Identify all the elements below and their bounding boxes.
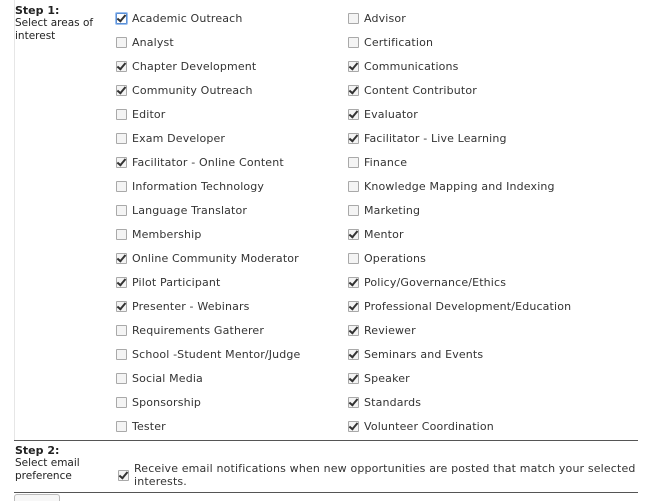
- interest-label: Academic Outreach: [132, 11, 243, 25]
- interest-option-certification[interactable]: [348, 30, 571, 54]
- interest-option-pilot-participant[interactable]: [116, 270, 300, 294]
- interest-option-reviewer[interactable]: [348, 318, 571, 342]
- interest-label: Speaker: [364, 371, 410, 385]
- interest-label: Chapter Development: [132, 59, 257, 73]
- bottom-divider: [14, 492, 638, 493]
- interest-label: Tester: [132, 419, 166, 433]
- interest-label: Reviewer: [364, 323, 416, 337]
- interest-option-seminars-and-events[interactable]: [348, 342, 571, 366]
- interest-label: Seminars and Events: [364, 347, 484, 361]
- interest-option-academic-outreach[interactable]: [116, 6, 300, 30]
- interest-label: Community Outreach: [132, 83, 253, 97]
- interest-label: Social Media: [132, 371, 203, 385]
- interest-option-evaluator[interactable]: [348, 102, 571, 126]
- step1-heading: [15, 4, 105, 43]
- interest-option-language-translator[interactable]: [116, 198, 300, 222]
- interest-option-requirements-gatherer[interactable]: [116, 318, 300, 342]
- checkbox-professional-development-education[interactable]: [348, 301, 359, 312]
- interest-label: Volunteer Coordination: [364, 419, 494, 433]
- checkbox-requirements-gatherer[interactable]: [116, 325, 127, 336]
- interest-label: Exam Developer: [132, 131, 226, 145]
- interest-option-speaker[interactable]: [348, 366, 571, 390]
- interest-option-exam-developer[interactable]: [116, 126, 300, 150]
- interest-label: Content Contributor: [364, 83, 477, 97]
- checkbox-social-media[interactable]: [116, 373, 127, 384]
- interest-option-analyst[interactable]: [116, 30, 300, 54]
- checkbox-facilitator-live-learning[interactable]: [348, 133, 359, 144]
- interest-label: Knowledge Mapping and Indexing: [364, 179, 555, 193]
- step2-heading: [15, 444, 105, 483]
- interest-label: Analyst: [132, 35, 174, 49]
- interest-label: Evaluator: [364, 107, 418, 121]
- interest-label: Operations: [364, 251, 426, 265]
- interest-option-volunteer-coordination[interactable]: [348, 414, 571, 438]
- interest-option-content-contributor[interactable]: [348, 78, 571, 102]
- email-notifications-label: Receive email notifications when new opportunities are posted that match your selected interests.: [134, 462, 636, 488]
- interest-label: Professional Development/Education: [364, 299, 572, 313]
- interest-label: Marketing: [364, 203, 421, 217]
- email-notifications-checkbox[interactable]: [118, 470, 129, 481]
- interest-option-knowledge-mapping-and-indexing[interactable]: [348, 174, 571, 198]
- checkbox-sponsorship[interactable]: [116, 397, 127, 408]
- checkbox-volunteer-coordination[interactable]: [348, 421, 359, 432]
- checkbox-operations[interactable]: [348, 253, 359, 264]
- interest-option-marketing[interactable]: [348, 198, 571, 222]
- checkbox-finance[interactable]: [348, 157, 359, 168]
- checkbox-speaker[interactable]: [348, 373, 359, 384]
- checkbox-knowledge-mapping-and-indexing[interactable]: [348, 181, 359, 192]
- interest-column-left: [116, 6, 300, 438]
- checkbox-community-outreach[interactable]: [116, 85, 127, 96]
- interest-option-editor[interactable]: [116, 102, 300, 126]
- interest-label: Requirements Gatherer: [132, 323, 265, 337]
- checkbox-academic-outreach[interactable]: [116, 13, 127, 24]
- interest-option-communications[interactable]: [348, 54, 571, 78]
- checkbox-information-technology[interactable]: [116, 181, 127, 192]
- interest-label: Pilot Participant: [132, 275, 221, 289]
- interest-label: Policy/Governance/Ethics: [364, 275, 507, 289]
- interest-option-chapter-development[interactable]: [116, 54, 300, 78]
- email-preference-option[interactable]: [118, 462, 645, 488]
- section-divider: [14, 440, 638, 441]
- interest-label: Mentor: [364, 227, 404, 241]
- interest-label: Language Translator: [132, 203, 248, 217]
- checkbox-standards[interactable]: [348, 397, 359, 408]
- interest-label: Membership: [132, 227, 202, 241]
- checkbox-membership[interactable]: [116, 229, 127, 240]
- interest-option-standards[interactable]: [348, 390, 571, 414]
- interest-option-facilitator-online-content[interactable]: [116, 150, 300, 174]
- interest-label: Editor: [132, 107, 166, 121]
- interest-option-membership[interactable]: [116, 222, 300, 246]
- checkbox-school-student-mentor-judge[interactable]: [116, 349, 127, 360]
- checkbox-exam-developer[interactable]: [116, 133, 127, 144]
- interest-option-online-community-moderator[interactable]: [116, 246, 300, 270]
- section-border: [14, 0, 15, 440]
- interest-option-community-outreach[interactable]: [116, 78, 300, 102]
- interest-option-finance[interactable]: [348, 150, 571, 174]
- interest-option-advisor[interactable]: [348, 6, 571, 30]
- interest-label: Sponsorship: [132, 395, 202, 409]
- interest-label: School -Student Mentor/Judge: [132, 347, 301, 361]
- interest-label: Communications: [364, 59, 459, 73]
- interest-option-professional-development-education[interactable]: [348, 294, 571, 318]
- interest-option-operations[interactable]: [348, 246, 571, 270]
- interest-label: Advisor: [364, 11, 406, 25]
- interest-label: Information Technology: [132, 179, 265, 193]
- checkbox-marketing[interactable]: [348, 205, 359, 216]
- interest-option-policy-governance-ethics[interactable]: [348, 270, 571, 294]
- checkbox-analyst[interactable]: [116, 37, 127, 48]
- interest-label: Presenter - Webinars: [132, 299, 250, 313]
- interest-label: Certification: [364, 35, 434, 49]
- checkbox-evaluator[interactable]: [348, 109, 359, 120]
- interest-option-tester[interactable]: [116, 414, 300, 438]
- checkbox-language-translator[interactable]: [116, 205, 127, 216]
- checkbox-online-community-moderator[interactable]: [116, 253, 127, 264]
- checkbox-editor[interactable]: [116, 109, 127, 120]
- checkbox-advisor[interactable]: [348, 13, 359, 24]
- interest-label: Standards: [364, 395, 422, 409]
- step1-subtitle: Select areas of interest: [15, 17, 94, 42]
- interest-label: Finance: [364, 155, 408, 169]
- checkbox-chapter-development[interactable]: [116, 61, 127, 72]
- checkbox-presenter-webinars[interactable]: [116, 301, 127, 312]
- checkbox-certification[interactable]: [348, 37, 359, 48]
- interest-option-mentor[interactable]: [348, 222, 571, 246]
- checkbox-seminars-and-events[interactable]: [348, 349, 359, 360]
- interest-label: Facilitator - Live Learning: [364, 131, 507, 145]
- interest-label: Online Community Moderator: [132, 251, 299, 265]
- interest-option-social-media[interactable]: [116, 366, 300, 390]
- step1-title: Step 1:: [15, 4, 60, 17]
- checkbox-pilot-participant[interactable]: [116, 277, 127, 288]
- interest-option-facilitator-live-learning[interactable]: [348, 126, 571, 150]
- step2-title: Step 2:: [15, 444, 60, 457]
- interest-option-information-technology[interactable]: [116, 174, 300, 198]
- interest-option-presenter-webinars[interactable]: [116, 294, 300, 318]
- checkbox-reviewer[interactable]: [348, 325, 359, 336]
- interest-column-right: [348, 6, 571, 438]
- checkbox-tester[interactable]: [116, 421, 127, 432]
- interest-option-sponsorship[interactable]: [116, 390, 300, 414]
- checkbox-content-contributor[interactable]: [348, 85, 359, 96]
- interest-option-school-student-mentor-judge[interactable]: [116, 342, 300, 366]
- checkbox-mentor[interactable]: [348, 229, 359, 240]
- step2-subtitle: Select email preference: [15, 457, 80, 482]
- checkbox-communications[interactable]: [348, 61, 359, 72]
- interest-label: Facilitator - Online Content: [132, 155, 284, 169]
- checkbox-facilitator-online-content[interactable]: [116, 157, 127, 168]
- checkbox-policy-governance-ethics[interactable]: [348, 277, 359, 288]
